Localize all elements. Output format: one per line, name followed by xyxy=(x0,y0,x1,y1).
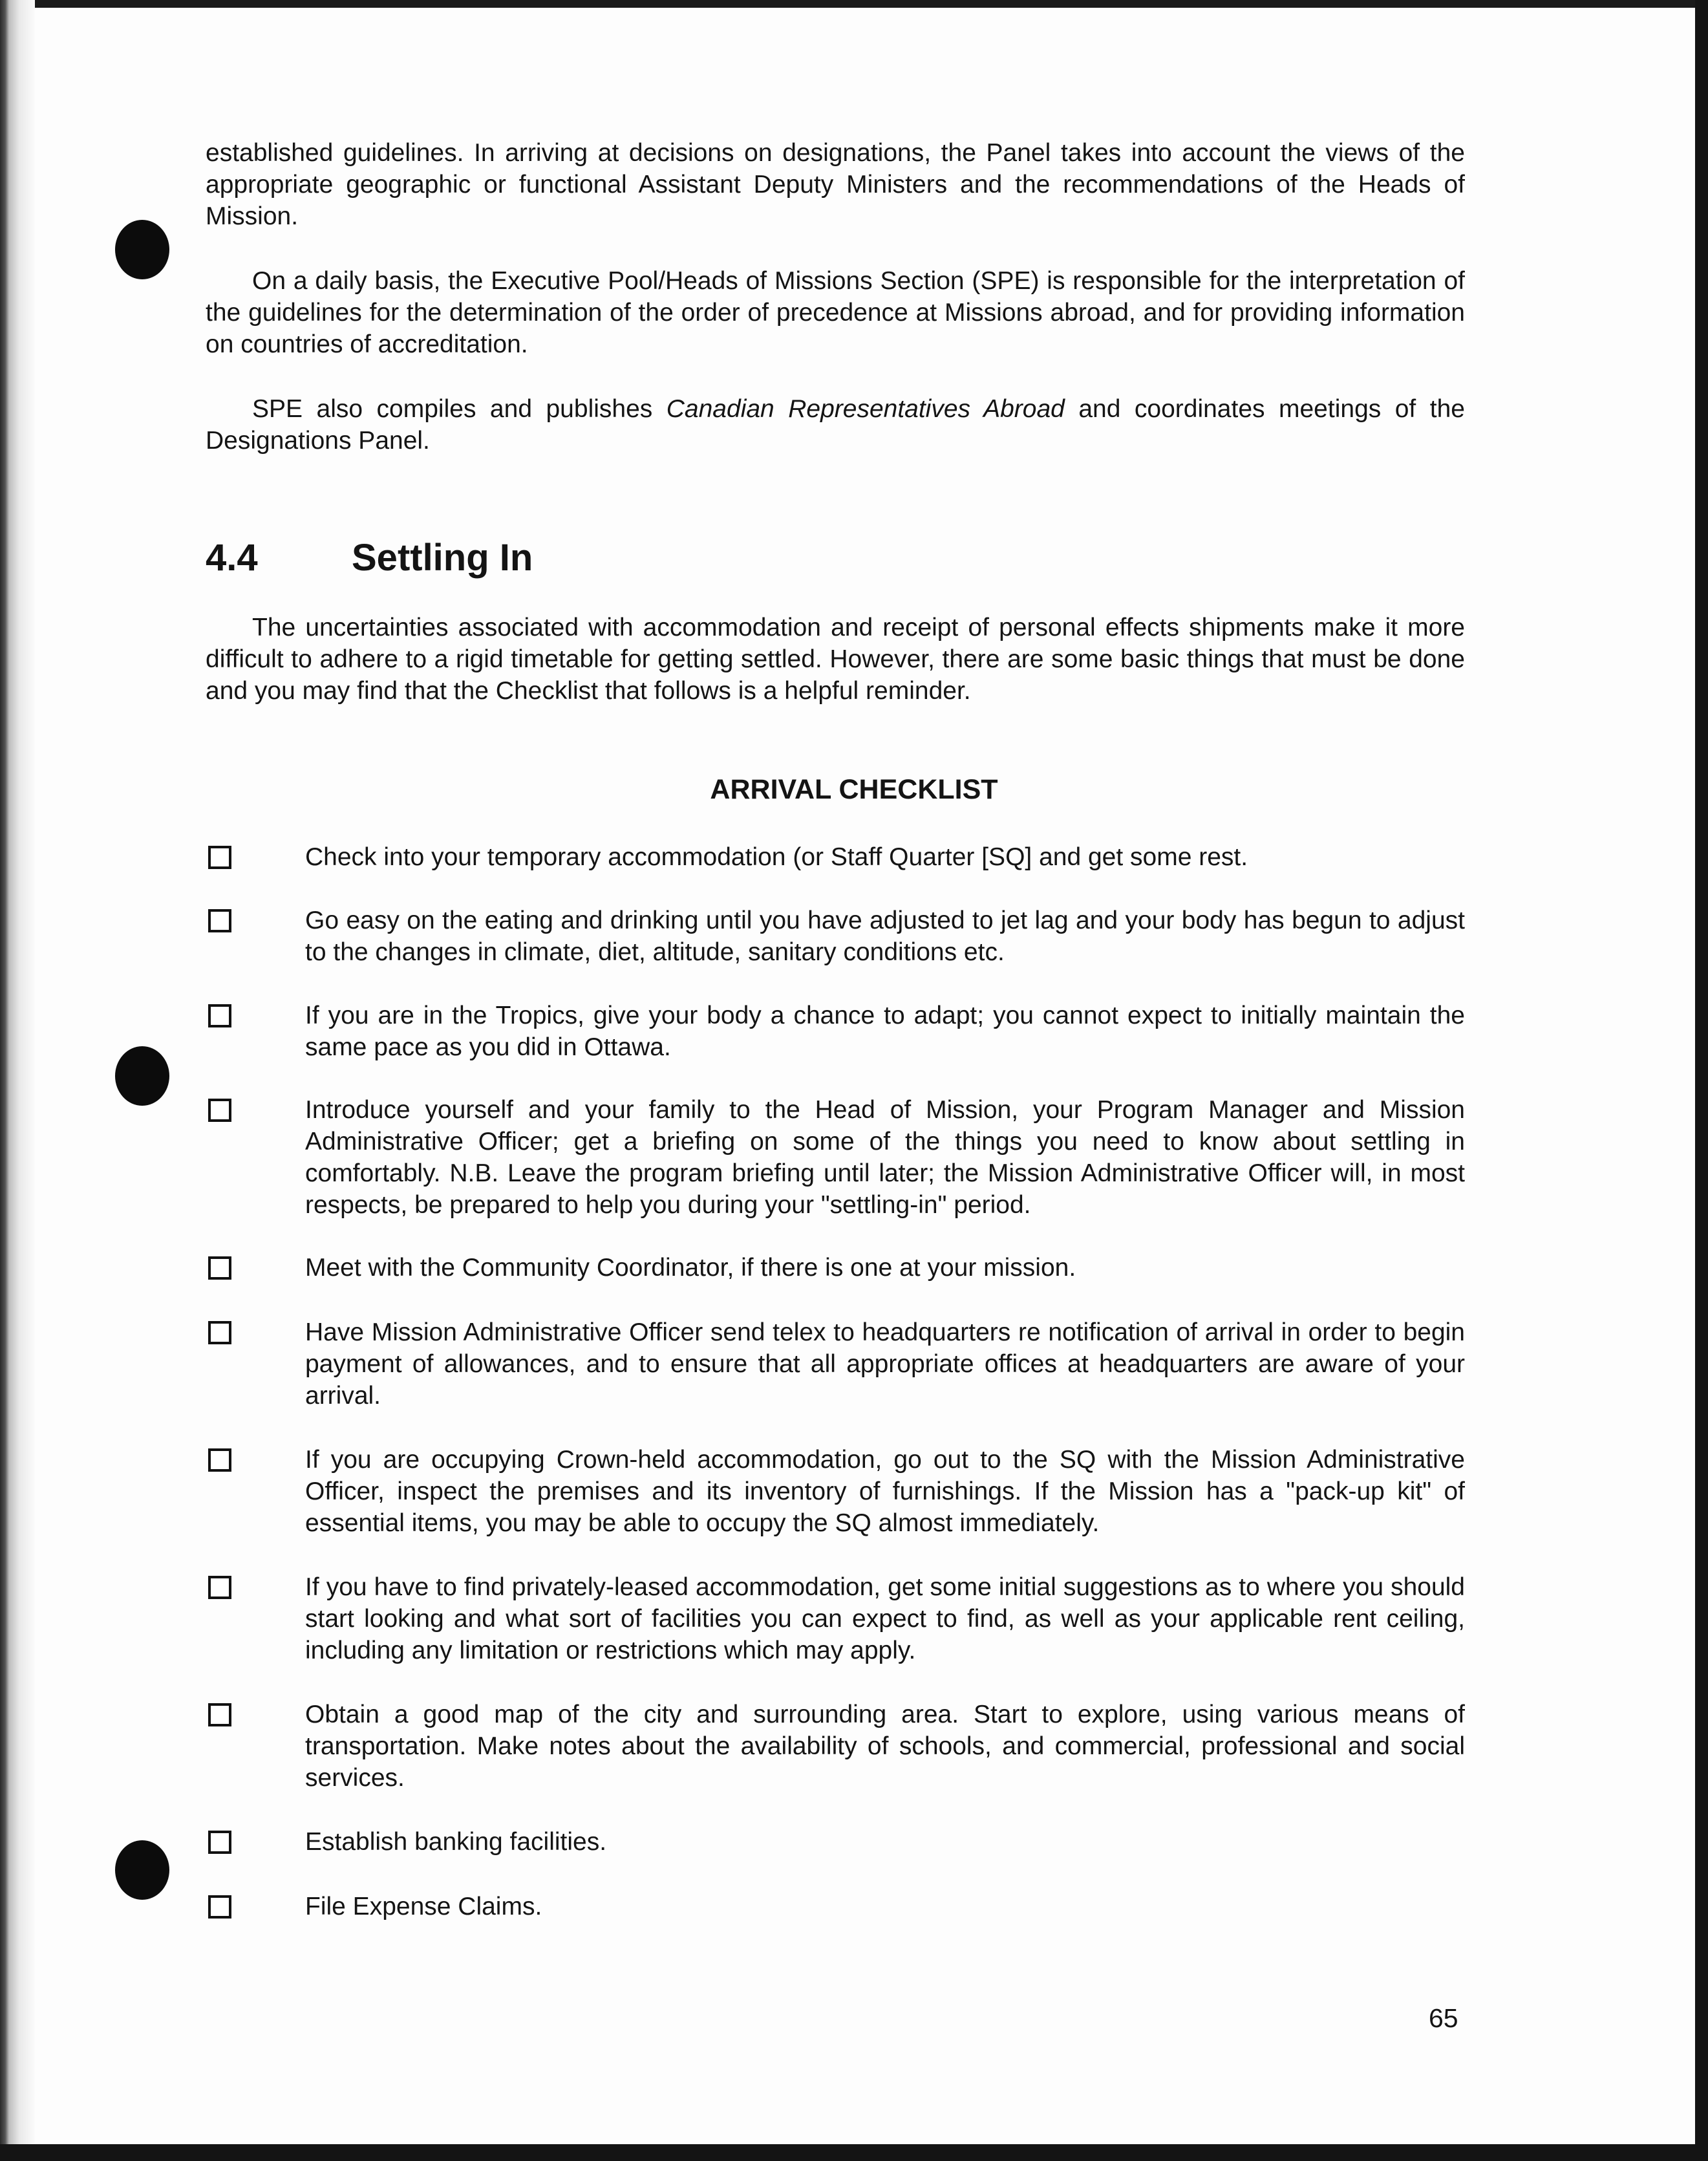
checklist-checkbox[interactable] xyxy=(208,909,231,932)
checklist-checkbox[interactable] xyxy=(208,1321,231,1344)
section-body-text: The uncertainties associated with accommodation and receipt of personal effects shipments make it more difficult to adhere to a rigid timetable for getting settled. However, there are some basic things that must be done and you may find that the Checklist that follows is a helpful reminder. xyxy=(206,614,1465,705)
checklist-checkbox[interactable] xyxy=(208,1256,231,1280)
checklist-item: If you are occupying Crown-held accommodation, go out to the SQ with the Mission Administrative Officer, inspect the premises and its inventory of furnishings. If the Mission has a "pack-up kit" of essential items, you may be able to occupy the SQ almost immediately. xyxy=(305,1446,1465,1537)
publication-title: Canadian Representatives Abroad xyxy=(666,395,1065,423)
checklist-checkbox[interactable] xyxy=(208,1448,231,1472)
scan-edge-left xyxy=(0,0,35,2161)
checklist-checkbox[interactable] xyxy=(208,1099,231,1122)
checklist-checkbox[interactable] xyxy=(208,1576,231,1599)
section-title: Settling In xyxy=(352,537,533,579)
section-body xyxy=(206,612,1465,707)
checklist-item: Go easy on the eating and drinking until you have adjusted to jet lag and your body has begun to adjust to the changes in climate, diet, altitude, sanitary conditions etc. xyxy=(305,907,1465,966)
intro-paragraph-3-text-start: SPE also compiles and publishes xyxy=(252,395,667,423)
binder-hole xyxy=(115,1046,169,1106)
checklist-item: Establish banking facilities. xyxy=(305,1828,607,1856)
scan-edge-bottom xyxy=(0,2144,1708,2161)
checklist-checkbox[interactable] xyxy=(208,1895,231,1919)
checklist-title: ARRIVAL CHECKLIST xyxy=(710,774,998,805)
intro-paragraph-2-text: On a daily basis, the Executive Pool/Heads of Missions Section (SPE) is responsible for the interpretation of the guidelines for the determination of the order of precedence at Missions abroad, and for providing information on countries of accreditation. xyxy=(206,267,1465,358)
checklist-checkbox[interactable] xyxy=(208,846,231,869)
intro-paragraph-2 xyxy=(206,265,1465,360)
intro-paragraph-3 xyxy=(206,393,1465,457)
checklist-item: File Expense Claims. xyxy=(305,1893,542,1920)
scan-edge-top xyxy=(0,0,1708,8)
checklist-checkbox[interactable] xyxy=(208,1703,231,1726)
checklist-checkbox[interactable] xyxy=(208,1004,231,1027)
checklist-item: Obtain a good map of the city and surrounding area. Start to explore, using various means of transportation. Make notes about the availability of schools, and commercial, professional and social services. xyxy=(305,1701,1465,1792)
section-number: 4.4 xyxy=(206,537,258,579)
page-number: 65 xyxy=(1429,2003,1458,2033)
intro-paragraph-1 xyxy=(206,137,1465,232)
section-heading xyxy=(206,535,533,581)
checklist-checkbox[interactable] xyxy=(208,1831,231,1854)
scan-edge-right xyxy=(1695,0,1708,2161)
binder-hole xyxy=(115,220,169,279)
checklist-item: Have Mission Administrative Officer send telex to headquarters re notification of arrival in order to begin payment of allowances, and to ensure that all appropriate offices at headquarters are aware of your arrival. xyxy=(305,1318,1465,1410)
intro-paragraph-1-text: established guidelines. In arriving at decisions on designations, the Panel takes into account the views of the appropriate geographic or functional Assistant Deputy Ministers and the recommendations of the Heads of Mission. xyxy=(206,139,1465,230)
checklist-item: If you are in the Tropics, give your body a chance to adapt; you cannot expect to initially maintain the same pace as you did in Ottawa. xyxy=(305,1002,1465,1061)
binder-hole xyxy=(115,1840,169,1900)
checklist-item: Introduce yourself and your family to the Head of Mission, your Program Manager and Mission Administrative Officer; get a briefing on some of the things you need to know about settling in comfortably. N.B. Leave the program briefing until later; the Mission Administrative Officer will, in most respects, be prepared to help you during your "settling-in" period. xyxy=(305,1096,1465,1219)
checklist-item: If you have to find privately-leased accommodation, get some initial suggestions as to where you should start looking and what sort of facilities you can expect to find, as well as your applicable rent ceiling, including any limitation or restrictions which may apply. xyxy=(305,1573,1465,1664)
checklist-item: Meet with the Community Coordinator, if there is one at your mission. xyxy=(305,1254,1076,1282)
intro-paragraph-3-text-end: and coordinates meetings of the Designations Panel. xyxy=(206,395,1465,455)
checklist-item: Check into your temporary accommodation (or Staff Quarter [SQ] and get some rest. xyxy=(305,843,1248,871)
